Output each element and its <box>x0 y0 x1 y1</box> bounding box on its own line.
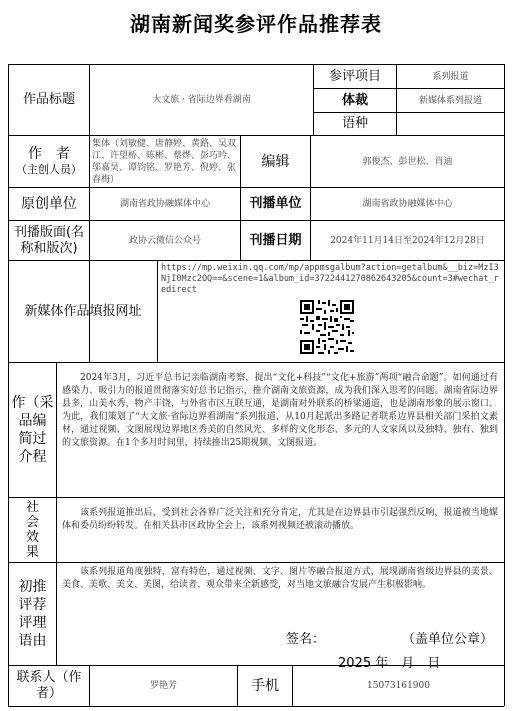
award-item-value: 系列报道 <box>432 71 469 82</box>
grid-line <box>157 260 158 362</box>
effect-label-line: 效 <box>25 530 39 545</box>
process-label-line: 品编 <box>18 413 47 429</box>
language-value <box>397 113 504 135</box>
phone-value: 15073161900 <box>367 681 430 691</box>
effect-label-line: 果 <box>25 545 39 560</box>
award-item-label: 参评项目 <box>328 68 381 84</box>
contact-label: 联系人（作者） <box>16 670 82 701</box>
grid-line <box>56 362 57 665</box>
publish-unit-value: 湖南省政协融媒体中心 <box>362 199 453 209</box>
process-label-line: 介程 <box>18 449 47 465</box>
url-label: 新媒体作品填报网址 <box>24 303 142 319</box>
author-value: 集体（刘敏健、唐静婷、黄路、吴双江、许望桥、陈彬、蔡烨、彭巧吟、邬嘉昊、谭钧铭、罗艳芳、倪婷、张春梅） <box>92 138 237 185</box>
work-title-label: 作品标题 <box>22 92 75 107</box>
qr-code-icon <box>300 300 354 354</box>
publish-date-label: 刊播日期 <box>249 232 302 248</box>
recommend-label-line: 评理 <box>18 615 47 631</box>
phone-label: 手机 <box>251 678 279 694</box>
grid-line <box>8 362 504 363</box>
publish-unit-label: 刊播单位 <box>249 196 302 211</box>
publish-edition-label: 刊播版面(名称和版次) <box>13 224 85 256</box>
recommend-label-line: 语由 <box>18 633 47 649</box>
qr-code-icon <box>300 300 354 354</box>
effect-text: 该系列报道推出后，受到社会各界广泛关注和充分肯定，尤其是在边界县市引起强烈反响，报道被当地媒体和委员纷纷转发。在相关县市区政协全会上，该系列视频还被滚动播放。 <box>62 508 498 531</box>
editor-value: 郭俊杰、彭世松、肖迪 <box>362 156 453 167</box>
grid-line <box>8 497 504 498</box>
publish-edition-value: 政协云微信公众号 <box>128 235 201 246</box>
url-link[interactable]: https://mp.weixin.qq.com/mp/appmsgalbum?action=getalbum&__biz=MzI3NjI0Mzc2OQ==&scene=1&album_id=3722441270862643205&count=3#wechat_redirect <box>161 263 499 295</box>
process-label-line: 简过 <box>18 431 47 447</box>
editor-label: 编辑 <box>261 153 290 170</box>
date-text: 2025 年 月 日 <box>338 656 441 671</box>
process-label <box>9 363 56 497</box>
genre-value: 新媒体系列报道 <box>418 95 482 106</box>
document-title: 湖南新闻奖参评作品推荐表 <box>130 12 382 36</box>
effect-label-line: 社 <box>25 500 39 515</box>
process-text: 2024年3月，习近平总书记亲临湖南考察，提出“文化+科技”“文化+旅游”两项“融合命题”。如何通过有感染力、吸引力的报道贯彻落实好总书记指示，推介湖南文旅资源，成为我们深入思考的问题。湖南省际边界县多，山美水秀，物产丰饶，与外省市区互联互通，是湖南对外联系的桥梁通道，也是湖南形象的展示窗口。为此，我们策划了“大文旅·省际边界看湖南”系列报道，从10月起派出多路记者联系边界县相关部门采拍文素材，通过视频、文图展现边界地区秀美的自然风光、多样的文化形态、多元的人文家风以及独特、独有、独到的文旅资源。在1个多月时间里，持续推出25期视频、文图报道。 <box>62 373 498 448</box>
signature-label: 签名： <box>286 632 326 647</box>
author-label-line2: （主创人员） <box>16 162 82 176</box>
author-label <box>9 136 89 187</box>
recommend-text: 该系列报道角度独特，富有特色，通过视频、文字、图片等融合报道方式，展现湖南省级边界县的美景、美食、美歌、美文、美图，给读者、观众带来全新感受，对当地文旅融合发展产生积极影响。 <box>62 567 498 590</box>
genre-label: 体裁 <box>341 92 368 108</box>
grid-line <box>504 64 505 706</box>
recommend-label-line: 评荐 <box>18 597 47 613</box>
language-label: 语种 <box>341 116 368 131</box>
contact-value: 罗艳芳 <box>149 681 177 691</box>
effect-label-line: 会 <box>25 515 39 530</box>
author-label-line1: 作 者 <box>28 145 70 162</box>
work-title-value: 大文旅 · 省际边界看湖南 <box>152 95 251 105</box>
origin-unit-label: 原创单位 <box>21 196 77 212</box>
grid-line <box>8 706 504 707</box>
effect-label <box>9 498 56 562</box>
seal-label: （盖单位公章） <box>402 632 494 647</box>
recommend-label-line: 初推 <box>18 579 47 595</box>
recommend-label <box>9 563 56 665</box>
origin-unit-value: 湖南省政协融媒体中心 <box>119 199 210 209</box>
publish-date-value: 2024年11月14日至2024年12月28日 <box>330 235 485 246</box>
process-label-line: 作（采 <box>11 395 54 411</box>
grid-line <box>8 562 504 563</box>
